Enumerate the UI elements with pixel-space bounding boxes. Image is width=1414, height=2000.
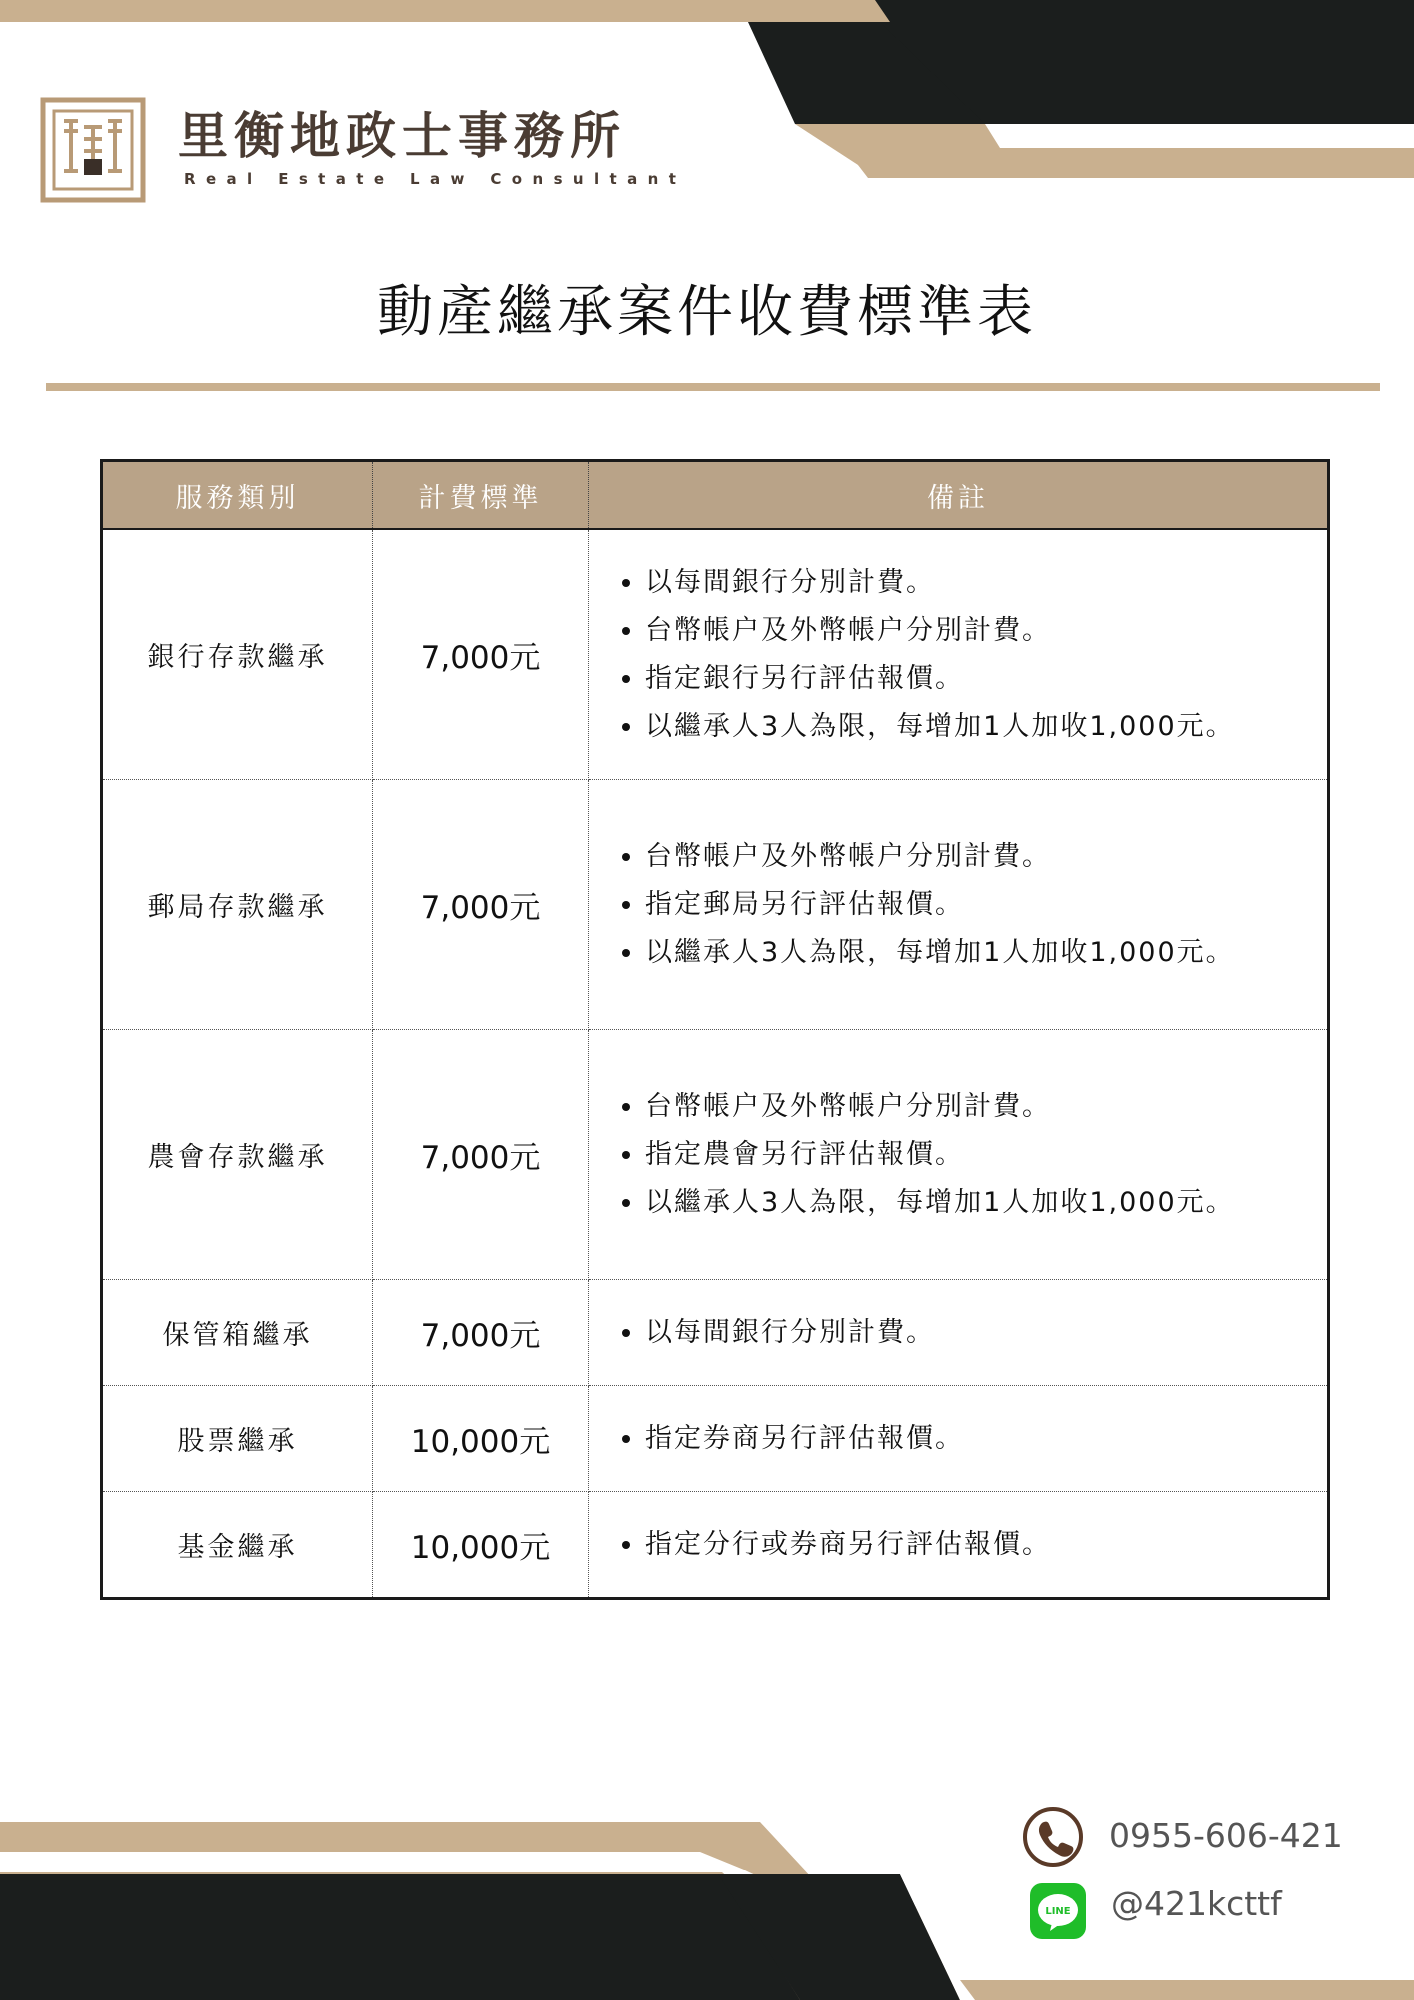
note-item: • 以每間銀行分別計費。 <box>645 1309 1313 1357</box>
price-cell: 7,000元 <box>373 529 589 780</box>
notes-cell <box>589 1030 1329 1280</box>
notes-list <box>589 1309 1313 1357</box>
note-item: • 指定郵局另行評估報價。 <box>645 881 1313 929</box>
note-item: • 以繼承人3人為限，每增加1人加收1,000元。 <box>645 929 1313 977</box>
note-item: • 台幣帳户及外幣帳户分別計費。 <box>645 833 1313 881</box>
title-divider <box>46 383 1380 391</box>
header-price: 計費標準 <box>373 461 589 530</box>
note-item: • 以繼承人3人為限，每增加1人加收1,000元。 <box>645 703 1313 751</box>
price-cell: 7,000元 <box>373 780 589 1030</box>
note-item: • 台幣帳户及外幣帳户分別計費。 <box>645 607 1313 655</box>
price-cell: 7,000元 <box>373 1280 589 1386</box>
note-item: • 以繼承人3人為限，每增加1人加收1,000元。 <box>645 1179 1313 1227</box>
notes-cell <box>589 1492 1329 1599</box>
category-cell: 保管箱繼承 <box>102 1280 373 1386</box>
brand-subtitle: Real Estate Law Consultant <box>184 170 687 188</box>
note-item: • 指定券商另行評估報價。 <box>645 1415 1313 1463</box>
notes-list <box>589 1415 1313 1463</box>
phone-number[interactable]: 0955-606-421 <box>1109 1816 1343 1855</box>
notes-cell <box>589 1386 1329 1492</box>
notes-list <box>589 1083 1313 1227</box>
notes-cell <box>589 780 1329 1030</box>
price-cell: 7,000元 <box>373 1030 589 1280</box>
price-cell: 10,000元 <box>373 1386 589 1492</box>
notes-cell <box>589 529 1329 780</box>
table-header-row <box>102 461 1329 530</box>
category-cell: 基金繼承 <box>102 1492 373 1599</box>
note-item: • 以每間銀行分別計費。 <box>645 559 1313 607</box>
category-cell: 股票繼承 <box>102 1386 373 1492</box>
notes-list <box>589 833 1313 977</box>
note-item: • 指定銀行另行評估報價。 <box>645 655 1313 703</box>
table-row <box>102 529 1329 780</box>
fee-table <box>100 459 1330 1600</box>
price-cell: 10,000元 <box>373 1492 589 1599</box>
line-badge-text: LINE <box>1045 1906 1071 1917</box>
line-id[interactable]: @421kcttf <box>1111 1884 1282 1923</box>
table-row <box>102 780 1329 1030</box>
line-app-icon <box>1030 1883 1086 1939</box>
phone-icon <box>1022 1806 1084 1868</box>
brand-name: 里衡地政士事務所 <box>178 106 626 165</box>
table-row <box>102 1280 1329 1386</box>
header-category: 服務類別 <box>102 461 373 530</box>
category-cell: 銀行存款繼承 <box>102 529 373 780</box>
note-item: • 指定分行或券商另行評估報價。 <box>645 1521 1313 1569</box>
table-row <box>102 1492 1329 1599</box>
category-cell: 郵局存款繼承 <box>102 780 373 1030</box>
logo-seal-icon <box>40 97 146 203</box>
page-title: 動產繼承案件收費標準表 <box>377 280 1037 345</box>
table-row <box>102 1386 1329 1492</box>
notes-cell <box>589 1280 1329 1386</box>
note-item: • 台幣帳户及外幣帳户分別計費。 <box>645 1083 1313 1131</box>
note-item: • 指定農會另行評估報價。 <box>645 1131 1313 1179</box>
header-notes: 備註 <box>589 461 1329 530</box>
notes-list <box>589 559 1313 751</box>
category-cell: 農會存款繼承 <box>102 1030 373 1280</box>
notes-list <box>589 1521 1313 1569</box>
table-row <box>102 1030 1329 1280</box>
